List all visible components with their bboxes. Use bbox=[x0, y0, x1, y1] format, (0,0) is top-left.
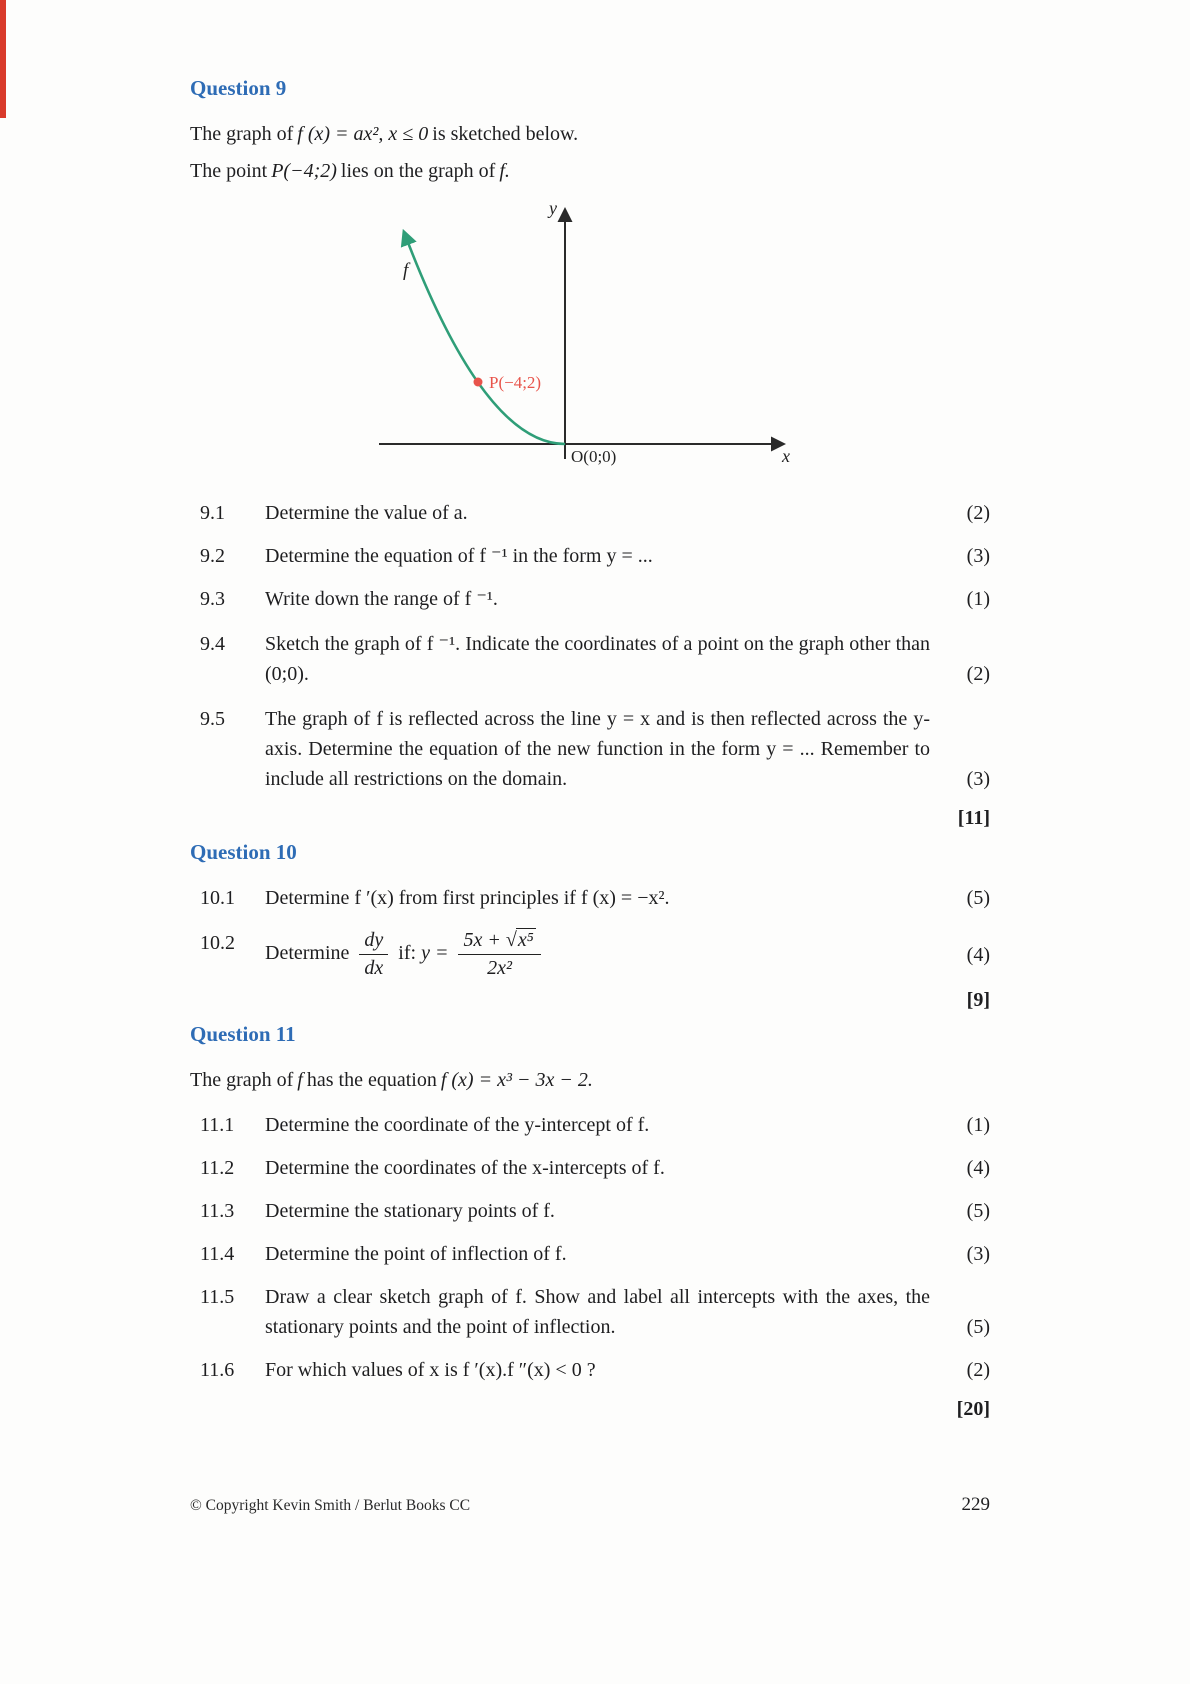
item-marks: (4) bbox=[966, 943, 990, 966]
item-marks: (1) bbox=[966, 588, 990, 610]
y-axis-label: y bbox=[549, 198, 557, 218]
question-item-11-3 bbox=[190, 1196, 990, 1226]
item-marks: (3) bbox=[966, 545, 990, 567]
item-number: 9.4 bbox=[200, 633, 225, 655]
item-text: Determine the stationary points of f. bbox=[265, 1200, 555, 1222]
q10-total-marks: [9] bbox=[966, 989, 990, 1011]
item-text: Determine the coordinate of the y-intercept of f. bbox=[265, 1114, 650, 1136]
curve-f-label: f bbox=[403, 260, 409, 281]
question-item-10-2 bbox=[190, 928, 990, 981]
q9-intro2-post: lies on the graph of bbox=[340, 160, 496, 182]
question-item-11-5 bbox=[190, 1282, 990, 1342]
question-10-heading: Question 10 bbox=[190, 840, 297, 864]
item-marks: (2) bbox=[966, 1359, 990, 1381]
derivative-fraction bbox=[359, 928, 388, 981]
x-axis-label: x bbox=[782, 446, 790, 466]
q9-intro2-math: P(−4;2) bbox=[271, 160, 337, 182]
expression-fraction bbox=[458, 928, 540, 981]
q11-intro-mid: has the equation bbox=[306, 1069, 437, 1091]
item-text bbox=[265, 928, 930, 981]
item-marks: (3) bbox=[966, 1243, 990, 1265]
item-number: 11.5 bbox=[200, 1286, 235, 1308]
question-11-heading: Question 11 bbox=[190, 1022, 296, 1046]
item-number: 10.2 bbox=[200, 932, 235, 954]
question-item-11-6 bbox=[190, 1355, 990, 1385]
question-item-11-1 bbox=[190, 1110, 990, 1140]
q9-intro1-math: f (x) = ax², x ≤ 0 bbox=[297, 123, 429, 145]
q11-total-marks: [20] bbox=[956, 1398, 990, 1420]
item-text: Determine the equation of f ⁻¹ in the form y = ... bbox=[265, 545, 653, 567]
q9-intro1-post: is sketched below. bbox=[432, 123, 579, 145]
fraction-numerator: dy bbox=[359, 928, 388, 955]
question-item-11-2 bbox=[190, 1153, 990, 1183]
item-text: Sketch the graph of f ⁻¹. Indicate the coordinates of a point on the graph other than (0;0). bbox=[265, 633, 930, 685]
question-item-9-1 bbox=[190, 498, 990, 528]
question-9-heading: Question 9 bbox=[190, 76, 287, 100]
origin-label: O(0;0) bbox=[571, 447, 617, 466]
question-item-9-3 bbox=[190, 584, 990, 614]
copyright-notice: © Copyright Kevin Smith / Berlut Books CC bbox=[190, 1497, 471, 1514]
item-marks: (5) bbox=[966, 1200, 990, 1222]
item-marks: (5) bbox=[966, 1316, 990, 1338]
point-p bbox=[474, 378, 483, 387]
item-text: For which values of x is f ′(x).f ″(x) < 0 ? bbox=[265, 1359, 596, 1381]
fraction-numerator bbox=[458, 928, 540, 955]
item-number: 11.4 bbox=[200, 1243, 235, 1265]
item-number: 11.2 bbox=[200, 1157, 235, 1179]
item-text: Determine the point of inflection of f. bbox=[265, 1243, 567, 1265]
radicand: x⁵ bbox=[517, 929, 534, 951]
item-text-mid: if: bbox=[398, 942, 417, 965]
fraction-denominator: 2x² bbox=[487, 957, 512, 979]
item-text: Determine the coordinates of the x-intercepts of f. bbox=[265, 1157, 665, 1179]
item-number: 11.6 bbox=[200, 1359, 235, 1381]
q9-intro-line-2 bbox=[190, 156, 990, 186]
item-number: 10.1 bbox=[200, 887, 235, 909]
item-text: Determine the value of a. bbox=[265, 502, 468, 524]
item-number: 9.5 bbox=[200, 708, 225, 730]
item-text: Draw a clear sketch graph of f. Show and label all intercepts with the axes, the stationary points and the point of inflection. bbox=[265, 1286, 930, 1338]
scan-artifact bbox=[0, 0, 6, 118]
q9-intro-line-1 bbox=[190, 119, 990, 149]
question-item-11-4 bbox=[190, 1239, 990, 1269]
item-number: 9.1 bbox=[200, 502, 225, 524]
question-item-10-1 bbox=[190, 883, 990, 913]
item-text: Determine f ′(x) from first principles if f (x) = −x². bbox=[265, 887, 670, 909]
item-marks: (2) bbox=[966, 502, 990, 524]
item-text-pre: Determine bbox=[265, 942, 350, 965]
item-number: 9.3 bbox=[200, 588, 225, 610]
page-footer bbox=[190, 1494, 990, 1516]
curve-f bbox=[404, 232, 565, 444]
item-number: 9.2 bbox=[200, 545, 225, 567]
item-marks: (1) bbox=[966, 1114, 990, 1136]
item-text: Write down the range of f ⁻¹. bbox=[265, 588, 498, 610]
question-item-9-4 bbox=[190, 629, 990, 689]
graph-figure bbox=[365, 196, 990, 486]
numerator-terms: 5x + bbox=[463, 929, 501, 951]
item-marks: (3) bbox=[966, 768, 990, 790]
q11-intro-fvar: f bbox=[297, 1069, 303, 1091]
item-number: 11.1 bbox=[200, 1114, 235, 1136]
q9-total-marks: [11] bbox=[957, 807, 990, 829]
item-marks: (4) bbox=[966, 1157, 990, 1179]
q11-intro-line bbox=[190, 1065, 990, 1095]
item-number: 11.3 bbox=[200, 1200, 235, 1222]
item-text: The graph of f is reflected across the line y = x and is then reflected across the y-axis. Determine the equation of the new function in the form y = ... Remember to include all restrictions on the domain. bbox=[265, 708, 930, 790]
function-graph bbox=[365, 196, 805, 481]
q11-intro-math: f (x) = x³ − 3x − 2. bbox=[440, 1069, 593, 1091]
q11-intro-pre: The graph of bbox=[190, 1069, 294, 1091]
equation-lhs: y = bbox=[421, 942, 449, 965]
q9-intro1-pre: The graph of bbox=[190, 123, 294, 145]
question-item-9-5 bbox=[190, 704, 990, 794]
q9-intro2-pre: The point bbox=[190, 160, 268, 182]
item-marks: (2) bbox=[966, 663, 990, 685]
page-number: 229 bbox=[961, 1494, 990, 1515]
point-p-label: P(−4;2) bbox=[489, 373, 542, 392]
item-marks: (5) bbox=[966, 887, 990, 909]
fraction-denominator: dx bbox=[364, 957, 384, 979]
square-root-sign: √ bbox=[505, 929, 517, 951]
q9-intro2-fvar: f. bbox=[499, 160, 510, 182]
question-item-9-2 bbox=[190, 541, 990, 571]
